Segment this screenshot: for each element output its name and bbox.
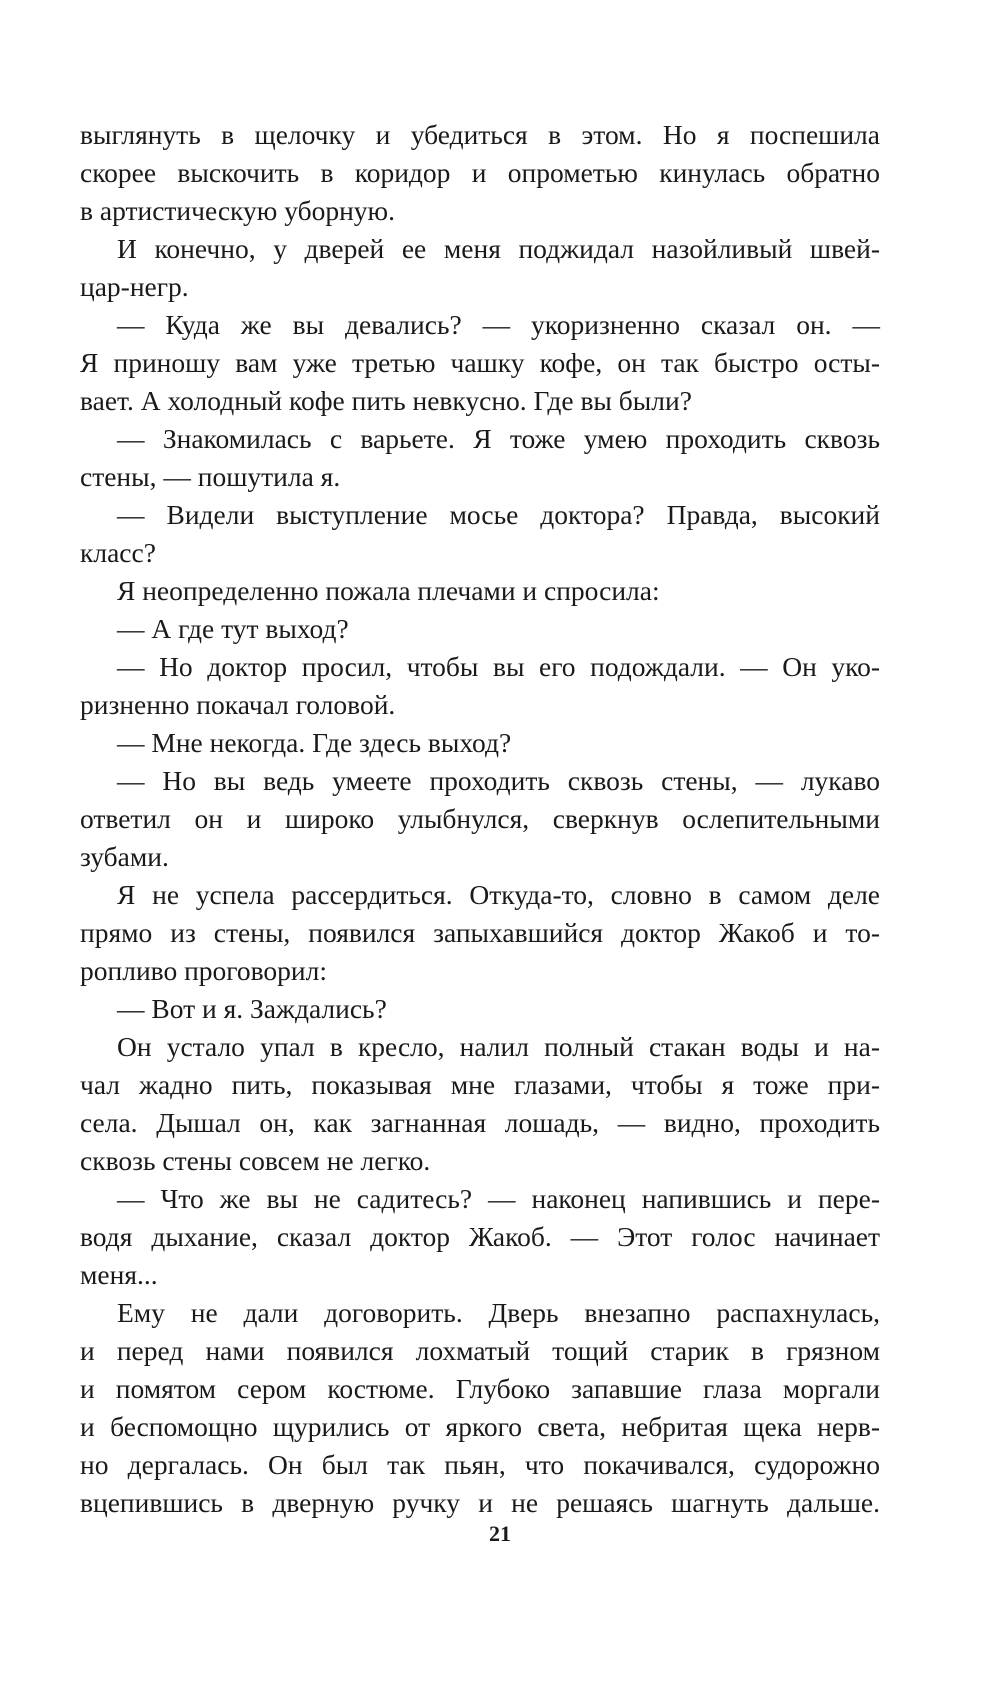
text-line: Я не успела рассердиться. Откуда-то, словно в самом деле (117, 879, 880, 910)
text-line: скорее выскочить в коридор и опрометью кинулась обратно (80, 157, 880, 188)
text-line: Я неопределенно пожала плечами и спросила: (117, 575, 660, 606)
text-line: вает. А холодный кофе пить невкусно. Где вы были? (80, 385, 692, 416)
text-line: — Что же вы не садитесь? — наконец напившись и пере- (117, 1183, 880, 1214)
text-line: Ему не дали договорить. Дверь внезапно распахнулась, (117, 1297, 880, 1328)
text-line: прямо из стены, появился запыхавшийся доктор Жакоб и то- (80, 917, 880, 948)
text-line: и беспомощно щурились от яркого света, небритая щека нерв- (80, 1411, 880, 1442)
text-line: водя дыхание, сказал доктор Жакоб. — Этот голос начинает (80, 1221, 880, 1252)
text-line: И конечно, у дверей ее меня поджидал назойливый швей- (117, 233, 880, 264)
text-line: — А где тут выход? (117, 613, 349, 644)
body-text (80, 116, 880, 1522)
text-line: но дергалась. Он был так пьян, что покачивался, судорожно (80, 1449, 880, 1480)
text-line: вцепившись в дверную ручку и не решаясь шагнуть дальше. (80, 1487, 880, 1518)
page-number: 21 (489, 1521, 511, 1546)
text-line: Я приношу вам уже третью чашку кофе, он так быстро осты- (80, 347, 880, 378)
text-line: ропливо проговорил: (80, 955, 328, 986)
text-line: класс? (80, 537, 156, 568)
text-line: сквозь стены совсем не легко. (80, 1145, 431, 1176)
text-line: — Но доктор просил, чтобы вы его подождали. — Он уко- (117, 651, 880, 682)
text-line: зубами. (80, 841, 169, 872)
text-line: ризненно покачал головой. (80, 689, 396, 720)
text-line: Он устало упал в кресло, налил полный стакан воды и на- (117, 1031, 880, 1062)
text-line: — Мне некогда. Где здесь выход? (117, 727, 512, 758)
text-line: цар-негр. (80, 271, 189, 302)
text-line: села. Дышал он, как загнанная лошадь, — видно, проходить (80, 1107, 880, 1138)
text-line: в артистическую уборную. (80, 195, 395, 226)
text-line: выглянуть в щелочку и убедиться в этом. Но я поспешила (80, 119, 880, 150)
text-line: — Вот и я. Заждались? (117, 993, 387, 1024)
text-line: меня... (80, 1259, 158, 1290)
text-line: стены, — пошутила я. (80, 461, 341, 492)
text-line: чал жадно пить, показывая мне глазами, чтобы я тоже при- (80, 1069, 880, 1100)
text-line: — Но вы ведь умеете проходить сквозь стены, — лукаво (117, 765, 880, 796)
text-line: ответил он и широко улыбнулся, сверкнув ослепительными (80, 803, 880, 834)
text-line: — Видели выступление мосье доктора? Правда, высокий (117, 499, 880, 530)
text-line: — Знакомилась с варьете. Я тоже умею проходить сквозь (117, 423, 880, 454)
text-line: — Куда же вы девались? — укоризненно сказал он. — (117, 309, 880, 340)
text-line: и перед нами появился лохматый тощий старик в грязном (80, 1335, 880, 1366)
text-line: и помятом сером костюме. Глубоко запавшие глаза моргали (80, 1373, 880, 1404)
